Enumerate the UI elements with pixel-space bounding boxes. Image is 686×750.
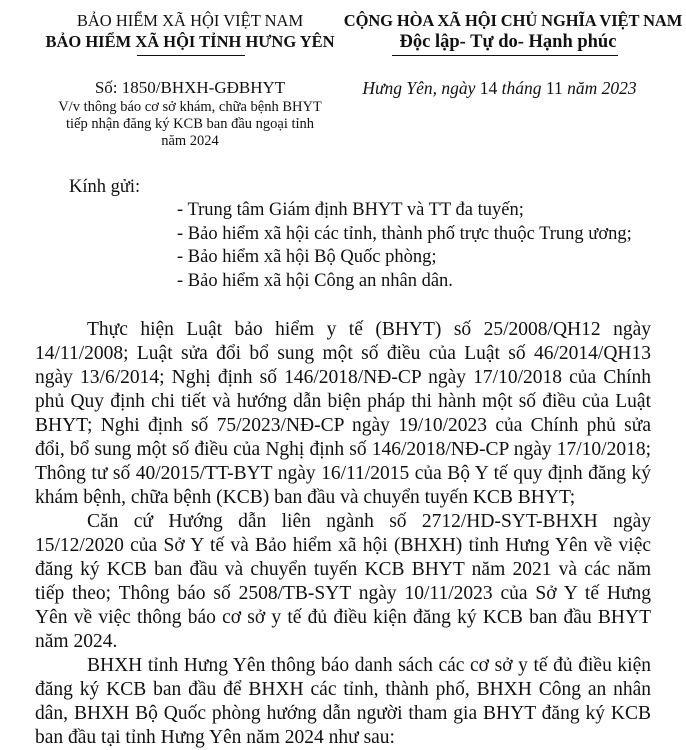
recipient-list	[177, 199, 632, 293]
place-date-prefix: Hưng Yên, ngày	[362, 78, 480, 98]
subject-line: tiếp nhận đăng ký KCB ban đầu ngoại tỉnh	[65, 116, 315, 132]
national-motto: Độc lập- Tự do- Hạnh phúc	[399, 32, 617, 52]
motto-underline	[392, 55, 618, 56]
parent-agency-name: BẢO HIỂM XÃ HỘI VIỆT NAM	[76, 11, 304, 30]
body-paragraph-legal-basis: Thực hiện Luật bảo hiểm y tế (BHYT) số 25/2008/QH12 ngày 14/11/2008; Luật sửa đổi bổ sung một số điều của Luật số 46/2014/QH13 ngày 13/6/2014; Nghị định số 146/2018/NĐ-CP ngày 17/10/2018 của Chính phủ Quy định chi tiết và hướng dẫn biện pháp thi hành một số điều của Luật BHYT; Nghi định số 75/2023/NĐ-CP ngày 19/10/2023 của Chính phủ sửa đổi, bổ sung một số điều của Nghị định số 146/2018/NĐ-CP ngày 17/10/2018; Thông tư số 40/2015/TT-BYT ngày 16/11/2015 của Bộ Y tế quy định đăng ký khám bệnh, chữa bệnh (KCB) ban đầu và chuyển tuyến KCB BHYT;	[35, 319, 651, 508]
recipient-item: - Bảo hiểm xã hội các tỉnh, thành phố trực thuộc Trung ương;	[177, 223, 632, 244]
recipient-item: - Bảo hiểm xã hội Công an nhân dân.	[177, 270, 453, 291]
document-number: Số: 1850/BHXH-GĐBHYT	[94, 78, 286, 97]
issuing-agency-block	[40, 10, 340, 56]
recipient-item: - Trung tâm Giám định BHYT và TT đa tuyến;	[177, 200, 524, 220]
greeting-label: Kính gửi:	[69, 177, 141, 197]
place-and-date	[328, 77, 671, 99]
date-day: 14	[479, 78, 498, 98]
body-paragraph-guidance: Căn cứ Hướng dẫn liên ngành số 2712/HD-SYT-BHXH ngày 15/12/2020 của Sở Y tế và Bảo hiểm xã hội (BHXH) tỉnh Hưng Yên về việc đăng ký KCB ban đầu và chuyển tuyến KCB BHYT năm 2021 và các năm tiếp theo; Thông báo số 2508/TB-SYT ngày 10/11/2023 của Sở Y tế Hưng Yên về việc thông báo cơ sở y tế đủ điều kiện đăng ký KCB ban đầu BHYT năm 2024.	[35, 511, 651, 652]
document-subject	[40, 99, 340, 150]
date-month: 11	[545, 78, 563, 98]
subject-line: năm 2024	[161, 133, 219, 149]
national-heading-block	[340, 10, 686, 56]
body-paragraph-notice: BHXH tỉnh Hưng Yên thông báo danh sách các cơ sở y tế đủ điều kiện đăng ký KCB ban đầu để BHXH các tỉnh, thành phố, BHXH Công an nhân dân, BHXH Bộ Quốc phòng hướng dẫn người tham gia BHYT đăng ký KCB ban đầu tại tỉnh Hưng Yên năm 2024 như sau:	[35, 655, 651, 748]
date-month-label: tháng	[497, 78, 546, 98]
recipient-item: - Bảo hiểm xã hội Bộ Quốc phòng;	[177, 247, 437, 267]
letter-body	[35, 318, 651, 750]
national-title: CỘNG HÒA XÃ HỘI CHỦ NGHĨA VIỆT NAM	[343, 11, 683, 30]
subject-line: V/v thông báo cơ sở khám, chữa bệnh BHYT	[58, 99, 322, 115]
agency-name: BẢO HIỂM XÃ HỘI TỈNH HƯNG YÊN	[45, 32, 335, 51]
date-year: năm 2023	[562, 78, 637, 98]
agency-underline	[137, 55, 245, 56]
